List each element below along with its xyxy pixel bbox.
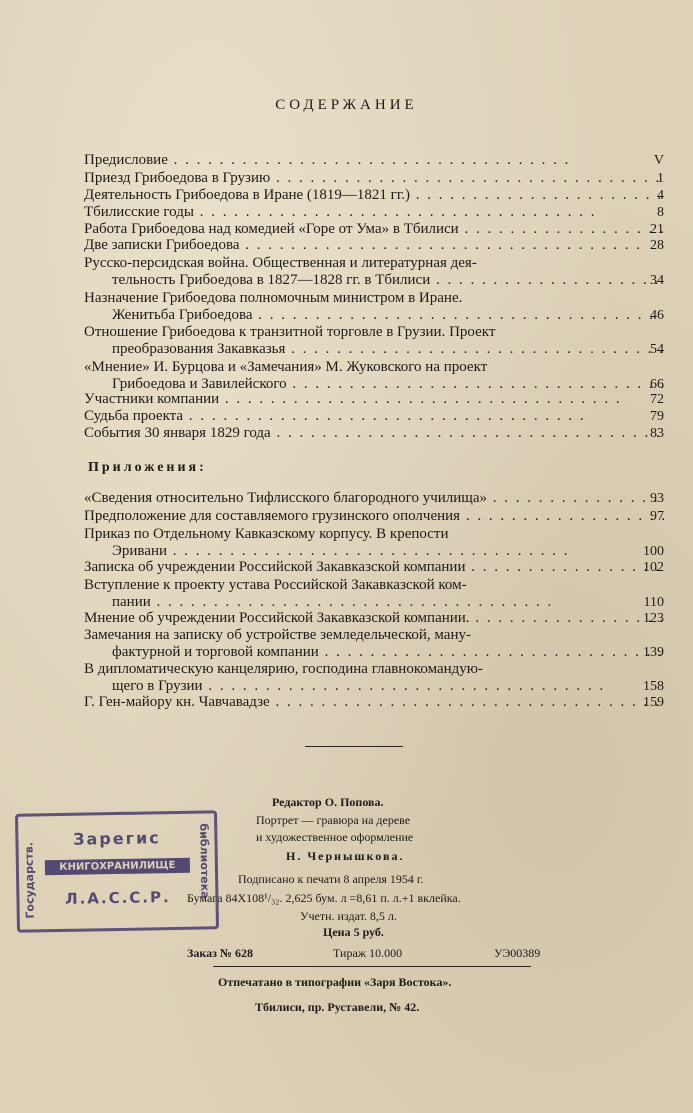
toc-entry-title <box>84 152 664 169</box>
library-stamp <box>15 810 219 933</box>
page-number: 21 <box>650 222 664 237</box>
appendix-entry-title <box>84 594 664 611</box>
code-line: УЭ00389 <box>494 946 541 960</box>
page-title: СОДЕРЖАНИЕ <box>275 97 418 113</box>
appendix-entry <box>84 610 664 627</box>
appendix-entry-title <box>84 610 664 627</box>
toc-entry-title: «Мнение» И. Бурцова и «Замечания» М. Жуковского на проект <box>84 359 488 375</box>
appendix-entry-title <box>84 678 664 695</box>
toc-entry-title <box>84 341 664 358</box>
dot-leader <box>151 594 554 610</box>
page-number: 102 <box>643 560 664 575</box>
portrait-line-2: и художественное оформление <box>256 830 414 844</box>
toc-entry-title: Отношение Грибоедова к транзитной торговле в Грузии. Проект <box>84 324 496 340</box>
toc-entry <box>84 221 664 238</box>
appendix-entry-title <box>84 559 664 576</box>
page-number: 4 <box>657 188 664 203</box>
appendix-entry <box>84 694 664 711</box>
order-line: Заказ № 628 <box>187 946 253 960</box>
page-number: 83 <box>650 426 664 441</box>
toc-entry <box>84 255 664 289</box>
page-number: 93 <box>650 491 664 506</box>
toc-entry-title <box>84 187 664 204</box>
dot-leader <box>270 694 664 710</box>
appendix-entry-text: Записка об учреждении Российской Закавказской компании <box>84 559 466 575</box>
toc-entry-text: Участники компании <box>84 391 220 407</box>
page-number: 54 <box>650 342 664 357</box>
appendix-heading: Приложения: <box>88 460 207 475</box>
page-number: 139 <box>643 645 664 660</box>
toc-entry-title <box>84 204 664 221</box>
page-number: 79 <box>650 409 664 424</box>
appendix-entry <box>84 490 664 507</box>
stamp-left-text: Государств. <box>22 841 37 919</box>
stamp-line-3: Л.А.С.С.Р. <box>65 888 171 908</box>
uchetn-line: Учетн. издат. 8,5 л. <box>300 909 397 923</box>
toc-entry-text: Предисловие <box>84 152 168 168</box>
appendix-entry-text: Мнение об учреждении Российской Закавказской компании. <box>84 610 470 626</box>
toc-entry-title <box>84 170 664 187</box>
toc-entry-title: Назначение Грибоедова полномочным министром в Иране. <box>84 290 463 306</box>
dot-leader <box>168 152 571 168</box>
dot-leader <box>285 341 664 357</box>
page-number: 66 <box>650 377 664 392</box>
toc-entry-text: Две записки Грибоедова <box>84 237 240 253</box>
appendix-entry-title <box>84 644 664 661</box>
toc-entry <box>84 391 664 408</box>
appendix-entry-text: щего в Грузии <box>112 678 203 694</box>
appendix-entry <box>84 508 664 525</box>
toc-entry <box>84 290 664 324</box>
toc-entry <box>84 204 664 221</box>
toc-entry-text: Женитьба Грибоедова <box>112 307 253 323</box>
toc-entry-text: События 30 января 1829 года <box>84 425 271 441</box>
appendix-entry-title: Вступление к проекту устава Российской Закавказской ком- <box>84 577 467 593</box>
page-number: 34 <box>650 273 664 288</box>
price-line: Цена 5 руб. <box>323 925 384 939</box>
portrait-line-1: Портрет — гравюра на дереве <box>256 813 411 827</box>
dot-leader <box>287 376 664 392</box>
dot-leader <box>219 391 622 407</box>
toc-entry <box>84 408 664 425</box>
toc-entry-title <box>84 237 664 254</box>
page-number: 123 <box>643 611 664 626</box>
divider <box>305 746 403 747</box>
toc-entry <box>84 170 664 187</box>
dot-leader <box>319 644 664 660</box>
imprint-rule-top <box>213 966 531 967</box>
toc-entry <box>84 324 664 358</box>
toc-entry <box>84 425 664 442</box>
toc-entry-title <box>84 408 664 425</box>
page-number: 46 <box>650 308 664 323</box>
toc-entry-text: Тбилисские годы <box>84 204 194 220</box>
appendix-entry <box>84 577 664 611</box>
page-number: 28 <box>650 238 664 253</box>
appendix-entry <box>84 526 664 560</box>
toc-entry-text: Грибоедова и Завилейского <box>112 376 287 392</box>
page-number: 100 <box>643 544 664 559</box>
toc-entry-title <box>84 425 664 442</box>
page-number: 8 <box>657 205 664 220</box>
toc-entry-text: тельность Грибоедова в 1827—1828 гг. в Тбилиси <box>112 272 431 288</box>
page-number: 158 <box>643 679 664 694</box>
toc-entry-text: преобразования Закавказья <box>112 341 286 357</box>
appendix-entry <box>84 559 664 576</box>
dot-leader <box>253 307 656 323</box>
toc-entry <box>84 152 664 169</box>
toc-entry-title <box>84 272 664 289</box>
appendix-entry-text: Предположение для составляемого грузинского ополчения <box>84 508 461 524</box>
appendix-entry-text: Г. Ген-майору кн. Чавчавадзе <box>84 694 270 710</box>
appendix-entry-text: пании <box>112 594 151 610</box>
appendix-entry-title <box>84 508 664 525</box>
appendix-entry-title: В дипломатическую канцелярию, господина главнокомандую- <box>84 661 483 677</box>
page-number: 159 <box>643 695 664 710</box>
toc-entry-title: Русско-персидская война. Общественная и литературная дея- <box>84 255 477 271</box>
appendix-entry-title: Приказ по Отдельному Кавказскому корпусу. В крепости <box>84 526 449 542</box>
tirazh-line: Тираж 10.000 <box>333 946 403 960</box>
page-number: 110 <box>643 595 664 610</box>
appendix-entry-text: Эривани <box>112 543 168 559</box>
dot-leader <box>194 204 597 220</box>
page-number: 72 <box>650 392 664 407</box>
toc-entry-title <box>84 221 664 238</box>
page-number: 1 <box>657 171 664 186</box>
toc-entry-title <box>84 307 664 324</box>
stamp-line-2: КНИГОХРАНИЛИЩЕ <box>45 858 190 876</box>
dot-leader <box>183 408 586 424</box>
dot-leader <box>203 678 606 694</box>
toc-entry-text: Приезд Грибоедова в Грузию <box>84 170 271 186</box>
toc-entry <box>84 187 664 204</box>
appendix-entry-text: «Сведения относительно Тифлисского благородного училища» <box>84 490 487 506</box>
toc-entry-title <box>84 391 664 408</box>
appendix-entry-title <box>84 490 664 507</box>
dot-leader <box>240 237 643 253</box>
paper-line: Бумага 84Х108¹/₃₂. 2,625 бум. л =8,61 п. л.+1 вклейка. <box>187 891 461 905</box>
dot-leader <box>167 543 570 559</box>
stamp-right-text: библиотека <box>197 823 212 899</box>
artist-line: Н. Чернышкова. <box>286 849 405 863</box>
appendix-entry-title: Замечания на записку об устройстве земледельческой, ману- <box>84 627 471 643</box>
toc-entry-text: Работа Грибоедова над комедией «Горе от Ума» в Тбилиси <box>84 221 459 237</box>
dot-leader <box>270 170 664 186</box>
toc-entry <box>84 237 664 254</box>
printed-line-1: Отпечатано в типографии «Заря Востока». <box>218 975 452 989</box>
printed-line-2: Тбилиси, пр. Руставели, № 42. <box>255 1000 420 1014</box>
toc-entry-text: Судьба проекта <box>84 408 184 424</box>
toc-entry <box>84 359 664 393</box>
appendix-entry-title <box>84 543 664 560</box>
signed-line: Подписано к печати 8 апреля 1954 г. <box>238 872 424 886</box>
appendix-entry-title <box>84 694 664 711</box>
toc-entry-text: Деятельность Грибоедова в Иране (1819—1821 гг.) <box>84 187 411 203</box>
stamp-line-1: Зарегис <box>72 828 161 849</box>
editor-line: Редактор О. Попова. <box>272 795 384 809</box>
appendix-entry-text: фактурной и торговой компании <box>112 644 319 660</box>
appendix-entry <box>84 627 664 661</box>
dot-leader <box>271 425 664 441</box>
appendix-entry <box>84 661 664 695</box>
page-number: V <box>653 153 664 168</box>
page-number: 97 <box>650 509 664 524</box>
